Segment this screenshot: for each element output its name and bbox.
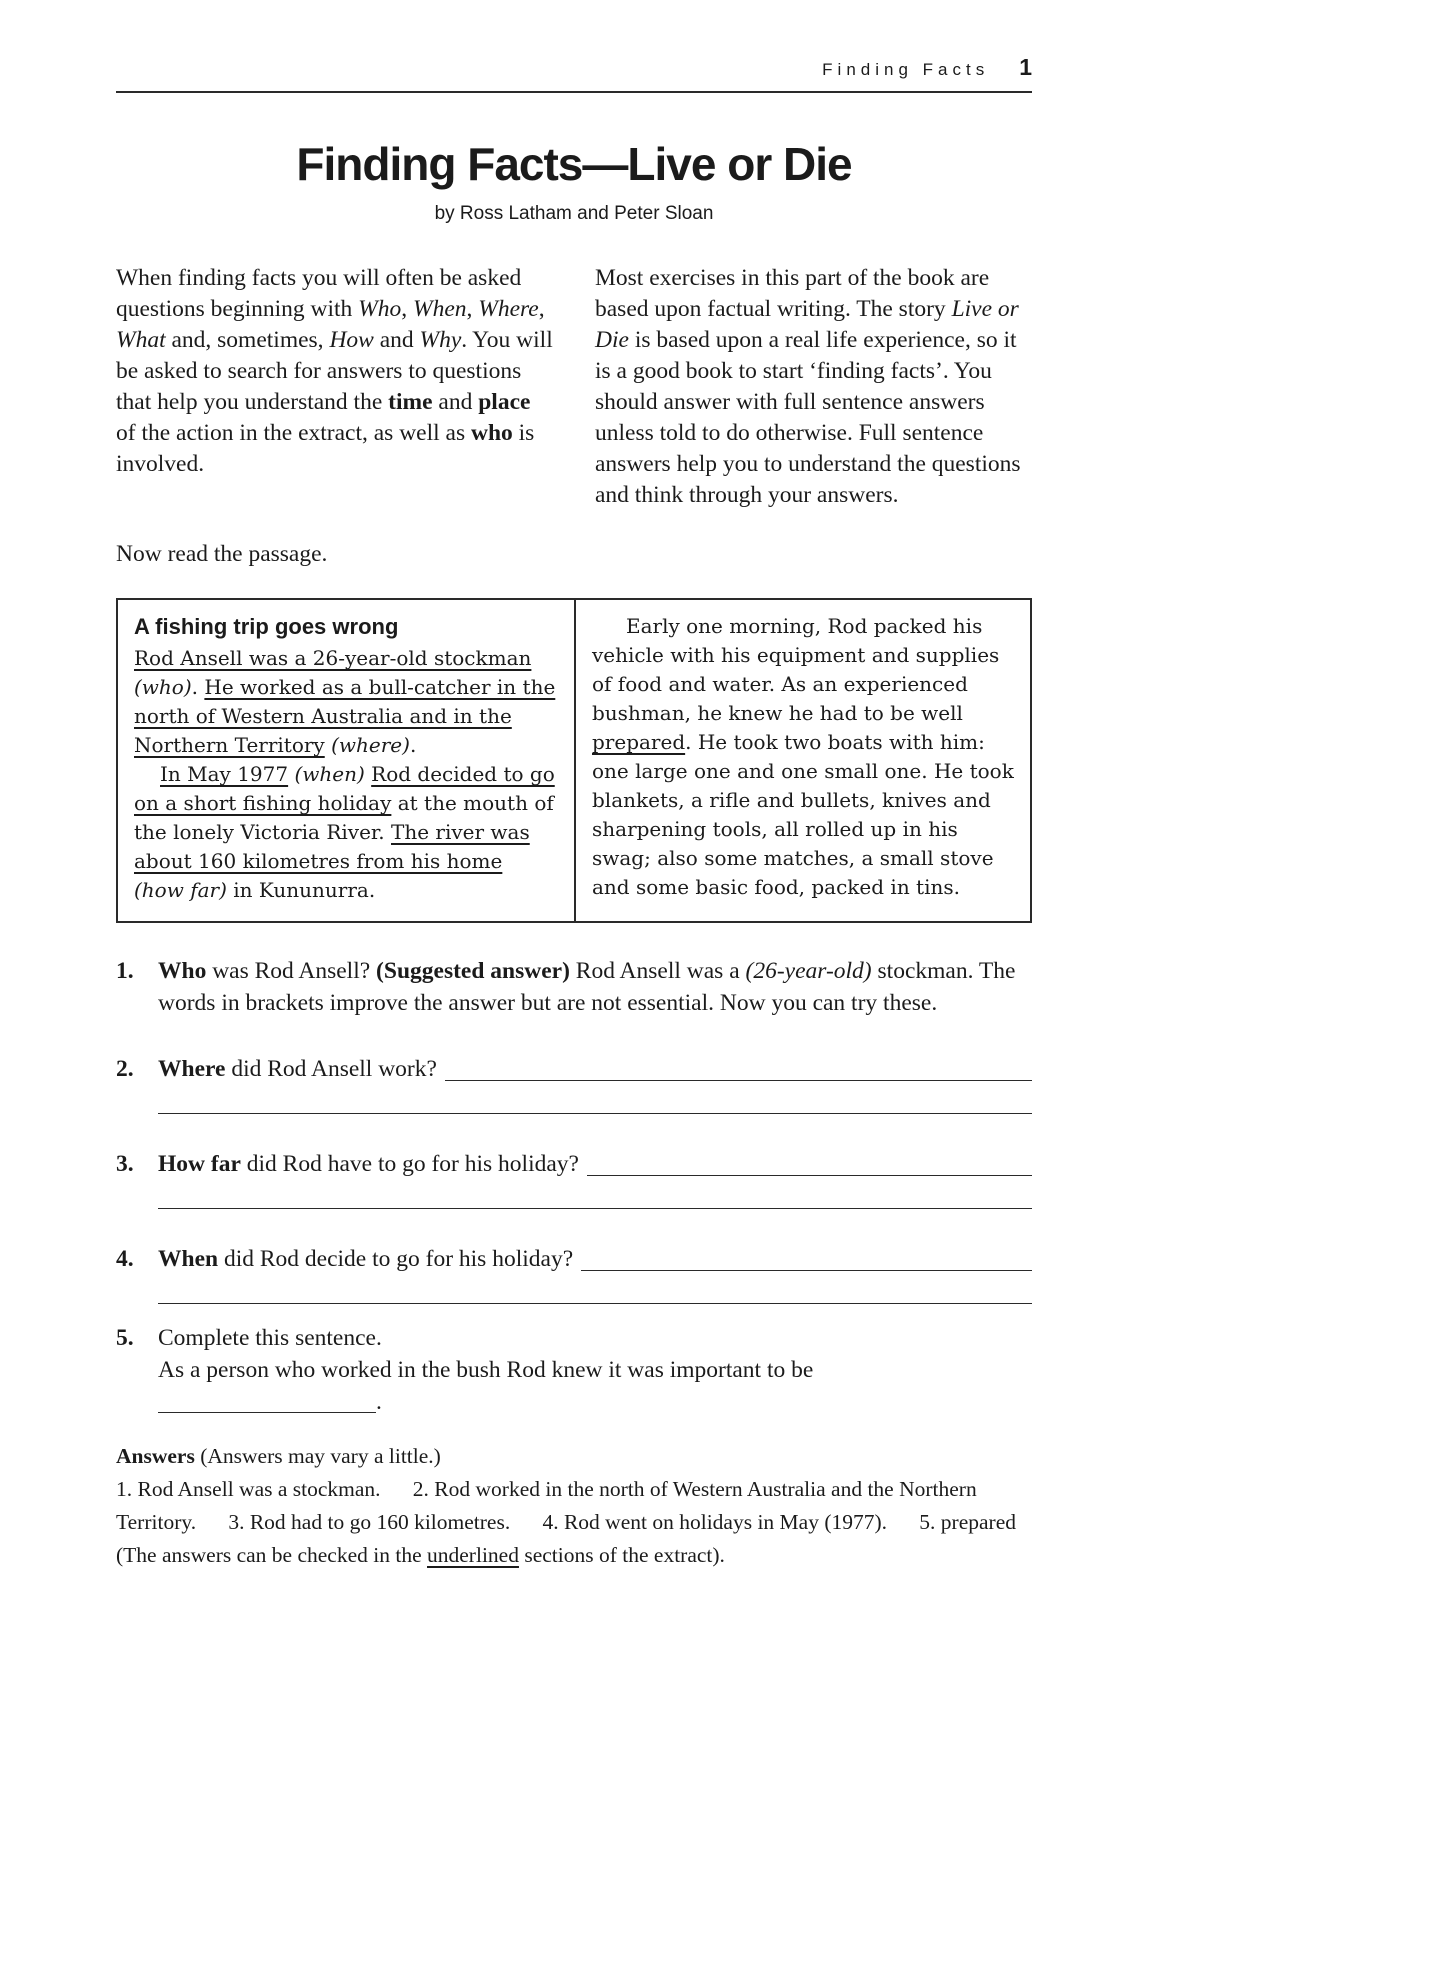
answers-text: 1. Rod Ansell was a stockman. 2. Rod worked in the north of Western Australia and the Northern Territory. 3. Rod had to go 160 kilometres. 4. Rod went on holidays in May (1977). 5. prepared	[116, 1477, 1016, 1534]
question-2-text: Where did Rod Ansell work?	[158, 1056, 437, 1082]
question-3-line	[158, 1148, 1032, 1180]
question-5-body	[158, 1322, 1032, 1418]
passage-paragraph-2: In May 1977 (when) Rod decided to go on a short fishing holiday at the mouth of the lonely Victoria River. The river was about 160 kilometres from his home (how far) in Kununurra.	[134, 762, 555, 902]
question-4-line	[158, 1243, 1032, 1275]
question-2-answer-line-2	[158, 1113, 1032, 1114]
question-1-body	[158, 955, 1032, 1019]
question-2-answer-line	[445, 1053, 1032, 1081]
byline: by Ross Latham and Peter Sloan	[434, 203, 714, 224]
page-number: 1	[1019, 54, 1032, 80]
intro-right-paragraph: Most exercises in this part of the book are based upon factual writing. The story Live or Die is based upon a real life experience, so it is a good book to start ‘finding facts’. You should answer with full sentence answers unless told to do otherwise. Full sentence answers help you to understand the questions and think through your answers.	[595, 265, 1021, 508]
question-5-sentence-line	[158, 1354, 1032, 1418]
intro-section	[116, 263, 1032, 511]
passage-left-column	[118, 600, 574, 921]
question-2-number: 2.	[116, 1056, 134, 1082]
answers-heading: Answers (Answers may vary a little.)	[116, 1444, 441, 1468]
answers-section	[116, 1440, 1032, 1572]
question-4-answer-line-2	[158, 1303, 1032, 1304]
question-2	[116, 1053, 1032, 1114]
question-4-answer-line	[581, 1243, 1032, 1271]
question-5	[116, 1322, 1032, 1418]
passage-paragraph-3: Early one morning, Rod packed his vehicle with his equipment and supplies of food and water. As an experienced bushman, he knew he had to be well prepared. He took two boats with him: one large one and one small one. He took blankets, a rifle and bullets, knives and sharpening tools, all rolled up in his swag; also some matches, a small stove and some basic food, packed in tins.	[592, 614, 1014, 899]
question-4	[116, 1243, 1032, 1304]
question-3	[116, 1148, 1032, 1209]
question-3-answer-line-2	[158, 1208, 1032, 1209]
intro-left-paragraph: When finding facts you will often be asked questions beginning with Who, When, Where, What and, sometimes, How and Why. You will be asked to search for answers to questions that help you understand the time and place of the action in the extract, as well as who is involved.	[116, 265, 553, 477]
passage-paragraph-1: Rod Ansell was a 26-year-old stockman (who). He worked as a bull-catcher in the north of Western Australia and in the Northern Territory (where).	[134, 646, 556, 757]
question-2-body	[158, 1053, 1032, 1114]
passage-heading: A fishing trip goes wrong	[134, 614, 399, 639]
question-5-answer-line	[158, 1408, 376, 1413]
page-header	[116, 0, 1032, 93]
question-4-text: When did Rod decide to go for his holiday?	[158, 1246, 574, 1272]
question-1-text: Who was Rod Ansell? (Suggested answer) Rod Ansell was a (26-year-old) stockman. The words in brackets improve the answer but are not essential. Now you can try these.	[158, 958, 1016, 1016]
page-title: Finding Facts—Live or Die	[296, 138, 852, 190]
question-5-sentence: As a person who worked in the bush Rod knew it was important to be	[158, 1357, 814, 1383]
passage-box	[116, 598, 1032, 923]
read-passage-prompt: Now read the passage.	[116, 541, 328, 567]
question-1-number: 1.	[116, 958, 134, 984]
question-3-answer-line	[587, 1148, 1032, 1176]
question-3-body	[158, 1148, 1032, 1209]
running-header-title: Finding Facts	[822, 60, 990, 79]
question-5-text: Complete this sentence.	[158, 1325, 382, 1351]
page-content	[116, 0, 1032, 1572]
question-4-body	[158, 1243, 1032, 1304]
question-3-text: How far did Rod have to go for his holiday?	[158, 1151, 579, 1177]
question-2-line	[158, 1053, 1032, 1085]
question-5-period: .	[376, 1389, 382, 1415]
passage-right-column	[574, 600, 1030, 921]
question-5-number: 5.	[116, 1325, 134, 1351]
question-3-number: 3.	[116, 1151, 134, 1177]
question-1	[116, 955, 1032, 1019]
question-4-number: 4.	[116, 1246, 134, 1272]
questions-section	[116, 955, 1032, 1418]
answers-note: (The answers can be checked in the underlined sections of the extract).	[116, 1543, 725, 1567]
